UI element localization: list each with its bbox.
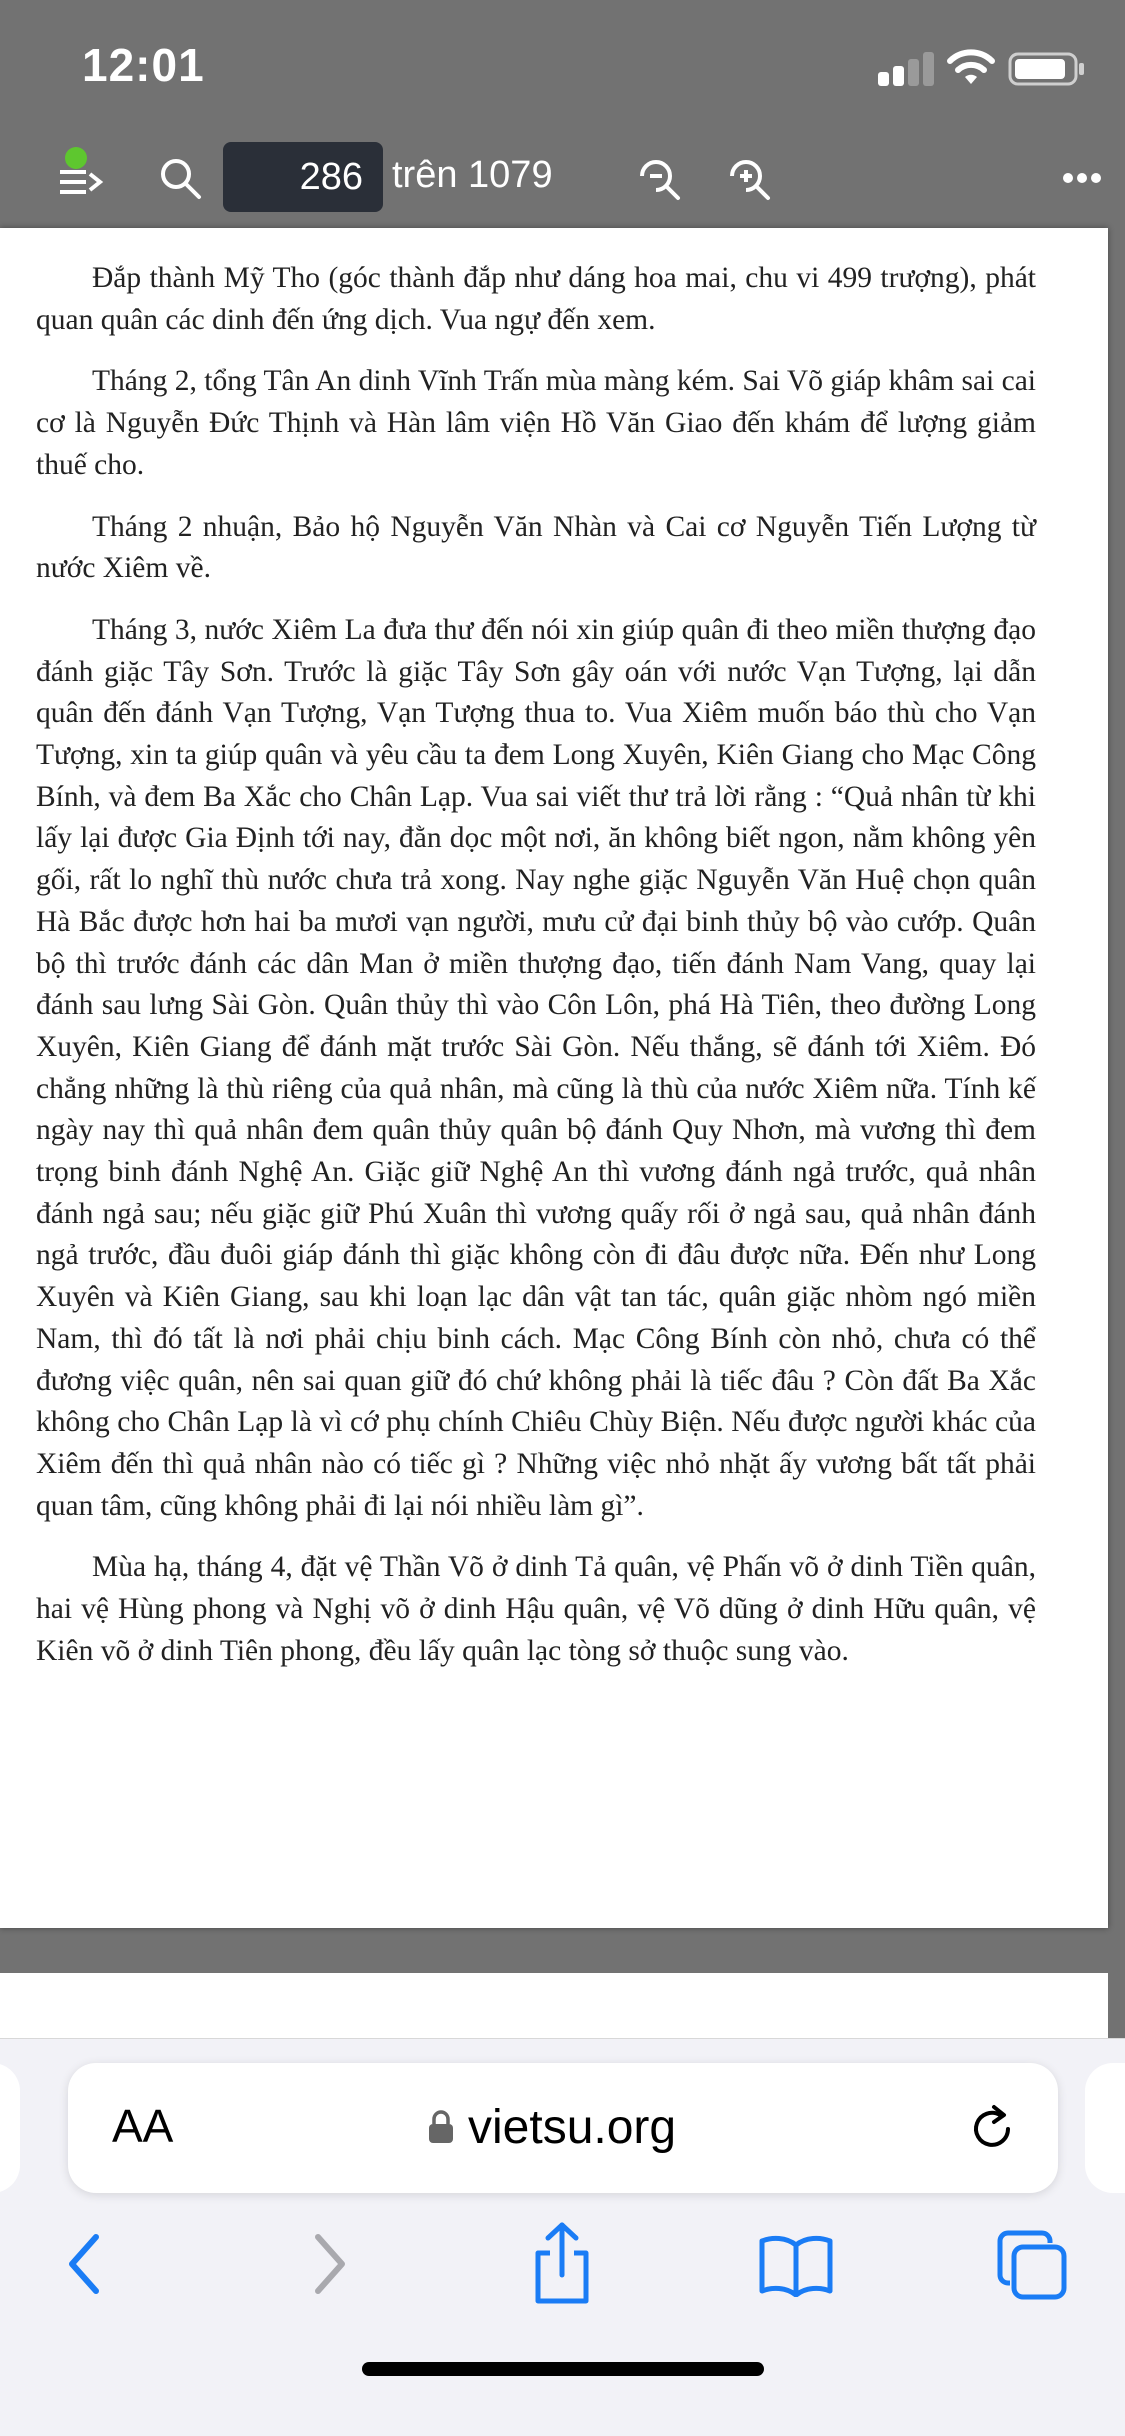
tabs-icon[interactable] [996,2229,1068,2301]
paragraph: Tháng 2, tổng Tân An dinh Vĩnh Trấn mùa màng kém. Sai Võ giáp khâm sai cai cơ là Nguyễn Đức Thịnh và Hàn lâm viện Hồ Văn Giao đến khám để lượng giảm thuế cho. [36,365,1036,481]
status-time: 12:01 [82,39,205,91]
cellular-signal-icon [878,50,934,86]
wifi-icon [946,48,996,86]
page-total-label: trên 1079 [392,154,553,196]
paragraph: Mùa hạ, tháng 4, đặt vệ Thần Võ ở dinh Tả quân, vệ Phấn võ ở dinh Tiền quân, hai vệ Hùng phong và Nghị võ ở dinh Hậu quân, vệ Võ dũng ở dinh Hữu quân, vệ Kiên võ ở dinh Tiên phong, đều lấy quân lạc tòng sở thuộc sung vào. [36,1551,1036,1667]
outline-menu-icon[interactable] [54,146,104,206]
document-page [0,228,1108,1928]
status-bar [0,0,1125,132]
zoom-in-icon[interactable] [726,152,772,202]
back-icon[interactable] [64,2229,104,2299]
search-icon[interactable] [158,156,202,200]
document-viewer[interactable] [0,228,1125,2038]
next-tab-peek[interactable] [1085,2063,1125,2193]
previous-tab-peek[interactable] [0,2063,20,2193]
zoom-out-icon[interactable] [636,156,682,202]
more-options-icon[interactable] [1062,172,1102,184]
bookmarks-icon[interactable] [758,2233,834,2297]
page-text [36,258,1036,1693]
page-settings-button[interactable]: AA [112,2100,174,2152]
page-number-input[interactable]: 286 [223,142,383,212]
paragraph: Đắp thành Mỹ Tho (góc thành đắp như dáng hoa mai, chu vi 499 trượng), phát quan quân các dinh đến ứng dịch. Vua ngự đến xem. [36,262,1036,336]
forward-icon[interactable] [310,2229,350,2299]
reader-toolbar [0,132,1125,228]
browser-bottom-bar [0,2038,1125,2436]
share-icon[interactable] [530,2221,594,2305]
browser-nav-row [0,2229,1125,2319]
url-text: vietsu.org [468,2100,677,2154]
home-indicator[interactable] [362,2362,764,2376]
address-bar[interactable] [68,2063,1058,2193]
battery-icon [1008,52,1086,86]
paragraph: Tháng 2 nhuận, Bảo hộ Nguyễn Văn Nhàn và Cai cơ Nguyễn Tiến Lượng từ nước Xiêm về. [36,510,1036,585]
lock-icon [428,2110,454,2144]
paragraph: Tháng 3, nước Xiêm La đưa thư đến nói xin giúp quân đi theo miền thượng đạo đánh giặc Tây Sơn. Trước là giặc Tây Sơn gây oán với nước Vạn Tượng, lại dẫn quân đến đánh Vạn Tượng, Vạn Tượng thua to. Vua Xiêm muốn báo thù cho Vạn Tượng, xin ta giúp quân và yêu cầu ta đem Long Xuyên, Kiên Giang cho Mạc Công Bính, và đem Ba Xắc cho Chân Lạp. Vua sai viết thư trả lời rằng : “Quả nhân từ khi lấy lại được Gia Định tới nay, đằn dọc một nơi, ăn không biết ngon, nằm không yên gối, rất lo nghĩ thù nước chưa trả xong. Nay nghe giặc Nguyễn Văn Huệ chọn quân Hà Bắc được hơn hai ba mươi vạn người, mưu cử đại binh thủy bộ vào cướp. Quân bộ thì trước đánh các dân Man ở miền thượng đạo, tiến đánh Nam Vang, quay lại đánh sau lưng Sài Gòn. Quân thủy thì vào Côn Lôn, phá Hà Tiên, theo đường Long Xuyên, Kiên Giang để đánh mặt trước Sài Gòn. Nếu thắng, sẽ đánh tới Xiêm. Đó chẳng những là thù riêng của quả nhân, mà cũng là thù của nước Xiêm nữa. Tính kế ngày nay thì quả nhân đem quân thủy quân bộ đánh Quy Nhơn, mà vương thì đem trọng binh đánh Nghệ An. Giặc giữ Nghệ An thì vương đánh ngả trước, quả nhân đánh ngả sau; nếu giặc giữ Phú Xuân thì vương quấy rối ở ngả sau, quả nhân đánh ngả trước, đầu đuôi giáp đánh thì giặc không còn đi đâu được nữa. Đến như Long Xuyên và Kiên Giang, sau khi loạn lạc dân vật tan tác, quân giặc nhòm ngó miền Nam, thì đó tất là nơi phải chịu binh cách. Mạc Công Bính còn nhỏ, chưa có thể đương việc quân, nên sai quan giữ đó chứ không phải là tiếc đâu ? Còn đất Ba Xắc không cho Chân Lạp là vì cớ phụ chính Chiêu Chùy Biện. Nếu được người khác của Xiêm đến thì quả nhân nào có tiếc gì ? Những việc nhỏ nhặt ấy vương bất tất phải quan tâm, cũng không phải đi lại nói nhiều làm gì”. [36,613,1036,1522]
url-display[interactable] [428,2095,676,2159]
reload-icon[interactable] [964,2101,1020,2157]
